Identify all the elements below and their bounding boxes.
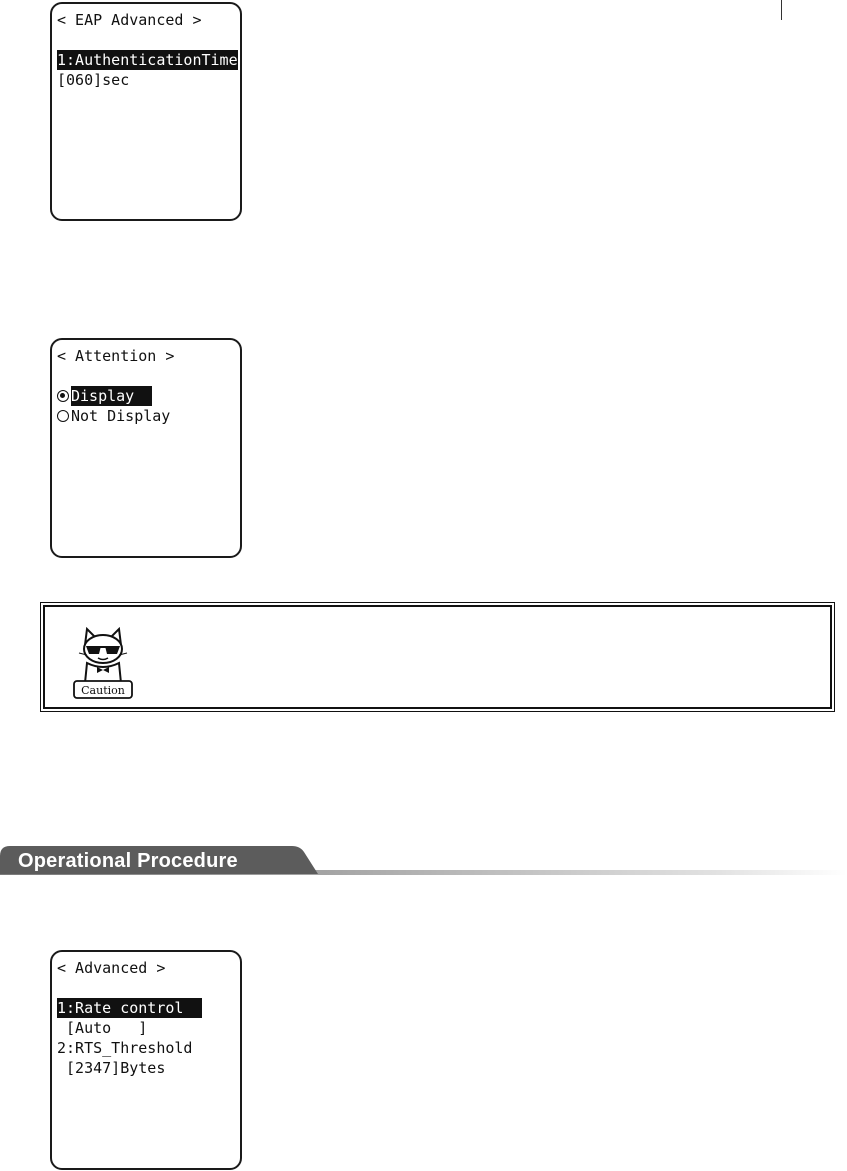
radio-option-not-display[interactable] (57, 406, 240, 426)
authentication-time-value (57, 70, 240, 90)
highlight-padding (134, 386, 152, 406)
radio-unselected-icon[interactable] (57, 410, 69, 422)
screen-title (57, 10, 240, 30)
blank-line (57, 978, 240, 998)
screen-title (57, 346, 240, 366)
value-text: [Auto ] (57, 1019, 148, 1037)
blank-line (57, 366, 240, 386)
eap-advanced-screen (50, 2, 242, 221)
blank-line (57, 30, 240, 50)
value-text: [2347]Bytes (57, 1059, 166, 1077)
screen-title-text: < Advanced > (57, 959, 166, 977)
radio-option-display[interactable] (57, 386, 240, 406)
advanced-screen (50, 950, 242, 1170)
attention-screen (50, 338, 242, 558)
screen-title (57, 958, 240, 978)
radio-label: Display (71, 387, 135, 405)
section-header (0, 846, 847, 876)
menu-item-authentication-time[interactable] (57, 50, 240, 70)
caution-box (40, 602, 835, 712)
menu-item-label: 1:Rate control (57, 999, 184, 1017)
highlight-padding (183, 998, 201, 1018)
caution-cat-icon (71, 627, 135, 701)
radio-label: Not Display (71, 407, 171, 425)
page-edge-line (781, 0, 782, 20)
radio-selected-icon[interactable] (57, 390, 69, 402)
rate-control-value (57, 1018, 240, 1038)
value-text: [060]sec (57, 71, 130, 89)
caution-badge-text: Caution (81, 684, 125, 697)
menu-item-rts-threshold[interactable] (57, 1038, 240, 1058)
section-title: Operational Procedure (18, 850, 238, 872)
screen-title-text: < EAP Advanced > (57, 11, 202, 29)
rts-threshold-value (57, 1058, 240, 1078)
screen-title-text: < Attention > (57, 347, 175, 365)
menu-item-label: 1:AuthenticationTime (57, 51, 238, 69)
menu-item-label: 2:RTS_Threshold (57, 1039, 193, 1057)
menu-item-rate-control[interactable] (57, 998, 240, 1018)
caution-inner-frame (43, 605, 832, 709)
